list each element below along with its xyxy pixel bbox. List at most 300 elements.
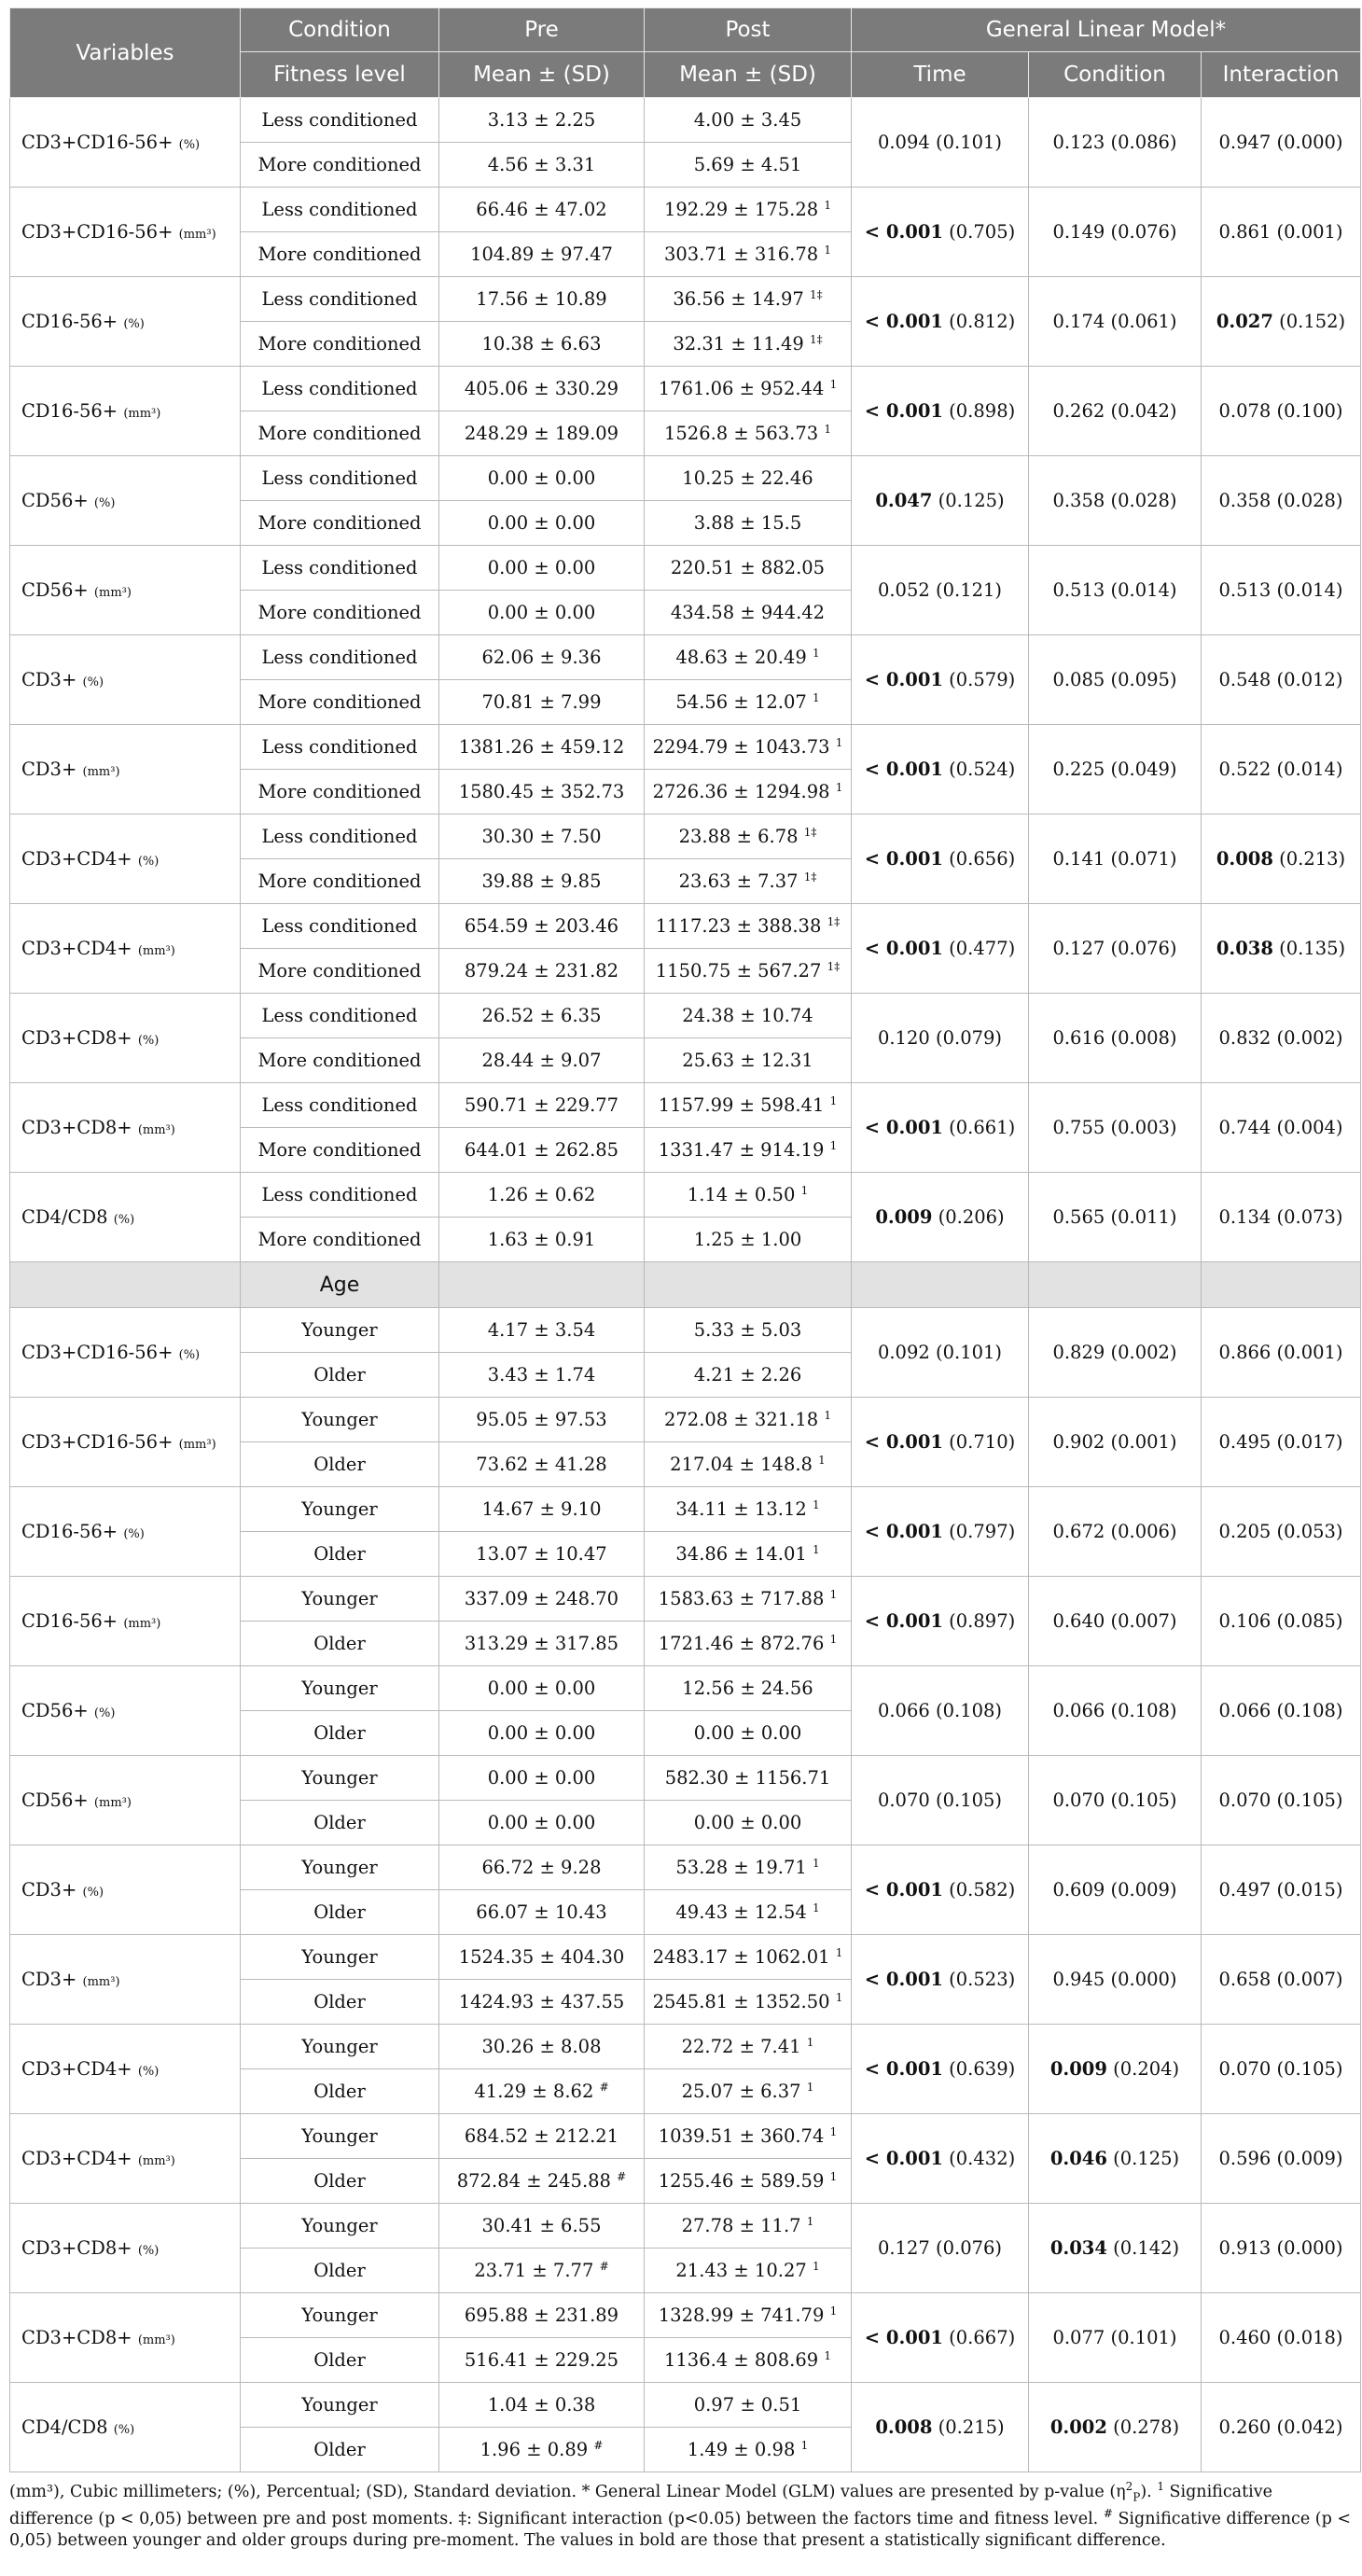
post-value: 1157.99 ± 598.41 $^1$ (645, 1083, 852, 1128)
post-value-mark: 1‡ (803, 870, 817, 884)
pre-value: 1381.26 ± 459.12 (439, 725, 645, 770)
variable-unit: (%) (82, 1886, 104, 1900)
variable-name: CD3+ (%) (10, 1845, 241, 1935)
glm-interaction: 0.947 (0.000) (1202, 98, 1361, 188)
variable-name: CD3+CD16-56+ (%) (10, 1308, 241, 1398)
variable-unit: (%) (93, 496, 116, 510)
post-value-mark: 1 (829, 1139, 838, 1152)
variable-name: CD16-56+ (%) (10, 1487, 241, 1577)
age-label: Age (241, 1262, 439, 1308)
pre-value: 1.63 ± 0.91 (439, 1218, 645, 1262)
post-value: 10.25 ± 22.46 (645, 456, 852, 501)
glm-time: < 0.001 (0.477) (852, 904, 1029, 994)
pre-value: 684.52 ± 212.21 (439, 2114, 645, 2159)
group-label: More conditioned (241, 1038, 439, 1083)
group-label: Less conditioned (241, 546, 439, 591)
post-value: 217.04 ± 148.8 $^1$ (645, 1442, 852, 1487)
variable-name: CD3+CD16-56+ (%) (10, 98, 241, 188)
post-value: 582.30 ± 1156.71 (645, 1756, 852, 1801)
variable-name: CD56+ (%) (10, 456, 241, 546)
header-glm-condition: Condition (1029, 52, 1202, 98)
post-value-mark: 1 (812, 691, 820, 704)
glm-interaction: 0.861 (0.001) (1202, 188, 1361, 277)
header-time: Time (852, 52, 1029, 98)
pre-value: 73.62 ± 41.28 (439, 1442, 645, 1487)
variable-name: CD4/CD8 (%) (10, 1173, 241, 1262)
glm-interaction: 0.497 (0.015) (1202, 1845, 1361, 1935)
table-row (10, 1398, 1361, 1442)
post-value-mark: 1‡ (827, 960, 841, 973)
post-value-mark: 1 (835, 1946, 843, 1959)
glm-time: 0.070 (0.105) (852, 1756, 1029, 1845)
glm-condition: 0.358 (0.028) (1029, 456, 1202, 546)
header-interaction: Interaction (1202, 52, 1361, 98)
group-label: Older (241, 1801, 439, 1845)
glm-time: < 0.001 (0.797) (852, 1487, 1029, 1577)
pre-value: 248.29 ± 189.09 (439, 411, 645, 456)
variable-unit: (mm³) (93, 586, 132, 600)
pre-value: 1.96 ± 0.89 # (439, 2428, 645, 2472)
group-label: Younger (241, 1756, 439, 1801)
post-value-mark: 1 (829, 2170, 838, 2183)
glm-time: < 0.001 (0.432) (852, 2114, 1029, 2204)
variable-name: CD3+CD8+ (%) (10, 994, 241, 1083)
glm-time: 0.127 (0.076) (852, 2204, 1029, 2293)
table-row (10, 1083, 1361, 1128)
glm-condition: 0.077 (0.101) (1029, 2293, 1202, 2383)
pre-value: 0.00 ± 0.00 (439, 1711, 645, 1756)
glm-interaction: 0.866 (0.001) (1202, 1308, 1361, 1398)
group-label: Younger (241, 2025, 439, 2069)
post-value-mark: 1‡ (803, 826, 817, 839)
group-label: More conditioned (241, 501, 439, 546)
variable-unit: (%) (178, 138, 201, 152)
post-value-mark: 1 (824, 2349, 832, 2362)
post-value: 25.63 ± 12.31 (645, 1038, 852, 1083)
group-label: Younger (241, 2383, 439, 2428)
post-value: 1761.06 ± 952.44 $^1$ (645, 367, 852, 411)
glm-interaction: 0.070 (0.105) (1202, 2025, 1361, 2114)
variable-name: CD56+ (%) (10, 1666, 241, 1756)
post-value: 2726.36 ± 1294.98 $^1$ (645, 770, 852, 815)
glm-condition: 0.902 (0.001) (1029, 1398, 1202, 1487)
table-row (10, 2383, 1361, 2428)
glm-condition: 0.640 (0.007) (1029, 1577, 1202, 1666)
pre-value: 13.07 ± 10.47 (439, 1532, 645, 1577)
glm-interaction: 0.134 (0.073) (1202, 1173, 1361, 1262)
group-label: Younger (241, 1308, 439, 1353)
glm-condition: 0.034 (0.142) (1029, 2204, 1202, 2293)
post-value: 272.08 ± 321.18 $^1$ (645, 1398, 852, 1442)
post-value: 1721.46 ± 872.76 $^1$ (645, 1622, 852, 1666)
variable-name: CD3+ (%) (10, 635, 241, 725)
glm-condition: 0.225 (0.049) (1029, 725, 1202, 815)
group-label: Less conditioned (241, 635, 439, 680)
table-row (10, 1487, 1361, 1532)
table-row (10, 1577, 1361, 1622)
glm-condition: 0.046 (0.125) (1029, 2114, 1202, 2204)
group-label: Younger (241, 1666, 439, 1711)
pre-value: 0.00 ± 0.00 (439, 1756, 645, 1801)
variable-unit: (mm³) (82, 765, 120, 779)
age-divider-row (10, 1262, 1361, 1308)
pre-value: 26.52 ± 6.35 (439, 994, 645, 1038)
pre-value: 405.06 ± 330.29 (439, 367, 645, 411)
table-row (10, 2114, 1361, 2159)
variable-unit: (%) (137, 1034, 160, 1048)
glm-time: 0.120 (0.079) (852, 994, 1029, 1083)
glm-condition: 0.070 (0.105) (1029, 1756, 1202, 1845)
variable-unit: (%) (137, 855, 160, 869)
post-value: 54.56 ± 12.07 $^1$ (645, 680, 852, 725)
pre-value: 14.67 ± 9.10 (439, 1487, 645, 1532)
glm-time: < 0.001 (0.897) (852, 1577, 1029, 1666)
table-row (10, 1666, 1361, 1711)
post-value-mark: 1‡ (809, 333, 823, 346)
variable-name: CD3+CD4+ (%) (10, 815, 241, 904)
glm-time: < 0.001 (0.710) (852, 1398, 1029, 1487)
variable-unit: (%) (178, 1348, 201, 1362)
pre-value: 0.00 ± 0.00 (439, 1801, 645, 1845)
header-post: Post (645, 8, 852, 52)
glm-condition: 0.085 (0.095) (1029, 635, 1202, 725)
pre-value: 644.01 ± 262.85 (439, 1128, 645, 1173)
glm-time: 0.092 (0.101) (852, 1308, 1029, 1398)
post-value: 5.33 ± 5.03 (645, 1308, 852, 1353)
table-row (10, 635, 1361, 680)
pre-value: 10.38 ± 6.63 (439, 322, 645, 367)
post-value-mark: 1‡ (809, 288, 823, 301)
glm-condition: 0.174 (0.061) (1029, 277, 1202, 367)
pre-value: 70.81 ± 7.99 (439, 680, 645, 725)
post-value-mark: 1 (800, 2439, 809, 2452)
group-label: More conditioned (241, 1218, 439, 1262)
variable-name: CD3+CD8+ (mm³) (10, 2293, 241, 2383)
glm-interaction: 0.522 (0.014) (1202, 725, 1361, 815)
pre-value: 39.88 ± 9.85 (439, 859, 645, 904)
group-label: Younger (241, 2293, 439, 2338)
pre-value: 4.56 ± 3.31 (439, 143, 645, 188)
glm-interaction: 0.070 (0.105) (1202, 1756, 1361, 1845)
group-label: Less conditioned (241, 367, 439, 411)
post-value-mark: 1 (812, 1901, 820, 1915)
post-value: 1150.75 ± 567.27 $^{1\ddagger}$ (645, 949, 852, 994)
post-value-mark: 1 (806, 2036, 814, 2049)
glm-time: < 0.001 (0.667) (852, 2293, 1029, 2383)
glm-condition: 0.009 (0.204) (1029, 2025, 1202, 2114)
variable-name: CD3+ (mm³) (10, 1935, 241, 2025)
group-label: Older (241, 2069, 439, 2114)
group-label: More conditioned (241, 232, 439, 277)
group-label: Less conditioned (241, 815, 439, 859)
post-value: 21.43 ± 10.27 $^1$ (645, 2249, 852, 2293)
post-value-mark: 1 (812, 2260, 820, 2273)
header-mean-sd-post: Mean ± (SD) (645, 52, 852, 98)
group-label: Less conditioned (241, 1173, 439, 1218)
pre-value: 1.26 ± 0.62 (439, 1173, 645, 1218)
table-row (10, 456, 1361, 501)
glm-interaction: 0.495 (0.017) (1202, 1398, 1361, 1487)
post-value: 32.31 ± 11.49 $^{1\ddagger}$ (645, 322, 852, 367)
variable-unit: (%) (137, 2065, 160, 2079)
post-value: 434.58 ± 944.42 (645, 591, 852, 635)
glm-condition: 0.616 (0.008) (1029, 994, 1202, 1083)
post-value: 2294.79 ± 1043.73 $^1$ (645, 725, 852, 770)
post-value: 48.63 ± 20.49 $^1$ (645, 635, 852, 680)
table-row (10, 994, 1361, 1038)
glm-condition: 0.149 (0.076) (1029, 188, 1202, 277)
variable-unit: (mm³) (178, 1438, 216, 1452)
post-value: 4.00 ± 3.45 (645, 98, 852, 143)
variable-name: CD16-56+ (mm³) (10, 367, 241, 456)
glm-condition: 0.127 (0.076) (1029, 904, 1202, 994)
post-value: 12.56 ± 24.56 (645, 1666, 852, 1711)
post-value: 22.72 ± 7.41 $^1$ (645, 2025, 852, 2069)
post-value: 53.28 ± 19.71 $^1$ (645, 1845, 852, 1890)
variable-name: CD3+CD4+ (%) (10, 2025, 241, 2114)
glm-time: < 0.001 (0.705) (852, 188, 1029, 277)
glm-condition: 0.565 (0.011) (1029, 1173, 1202, 1262)
pre-value: 516.41 ± 229.25 (439, 2338, 645, 2383)
post-value-mark: 1 (829, 1633, 838, 1646)
post-value: 220.51 ± 882.05 (645, 546, 852, 591)
table-row (10, 188, 1361, 232)
variable-name: CD4/CD8 (%) (10, 2383, 241, 2472)
table-row (10, 1935, 1361, 1980)
header-variables: Variables (10, 8, 241, 98)
group-label: Less conditioned (241, 725, 439, 770)
post-value-mark: 1 (806, 2215, 814, 2228)
variable-unit: (mm³) (123, 1617, 161, 1631)
pre-value: 1524.35 ± 404.30 (439, 1935, 645, 1980)
results-table (9, 7, 1361, 2472)
variable-unit: (%) (93, 1706, 116, 1720)
variable-unit: (mm³) (82, 1975, 120, 1989)
group-label: Less conditioned (241, 904, 439, 949)
post-value: 2483.17 ± 1062.01 $^1$ (645, 1935, 852, 1980)
table-row (10, 277, 1361, 322)
post-value-mark: 1 (835, 736, 843, 749)
glm-time: < 0.001 (0.656) (852, 815, 1029, 904)
post-value-mark: 1 (818, 1454, 826, 1467)
pre-value: 104.89 ± 97.47 (439, 232, 645, 277)
pre-value: 0.00 ± 0.00 (439, 456, 645, 501)
post-value: 34.86 ± 14.01 $^1$ (645, 1532, 852, 1577)
group-label: Less conditioned (241, 994, 439, 1038)
group-label: More conditioned (241, 680, 439, 725)
post-value-mark: 1 (812, 1857, 820, 1870)
post-value: 1.49 ± 0.98 $^1$ (645, 2428, 852, 2472)
glm-interaction: 0.832 (0.002) (1202, 994, 1361, 1083)
glm-interaction: 0.027 (0.152) (1202, 277, 1361, 367)
header-pre: Pre (439, 8, 645, 52)
group-label: Less conditioned (241, 1083, 439, 1128)
group-label: Older (241, 1711, 439, 1756)
group-label: Younger (241, 1577, 439, 1622)
variable-unit: (%) (113, 2423, 135, 2437)
post-value: 1583.63 ± 717.88 $^1$ (645, 1577, 852, 1622)
post-value-mark: 1 (829, 2304, 838, 2318)
group-label: Older (241, 2338, 439, 2383)
pre-value: 1.04 ± 0.38 (439, 2383, 645, 2428)
glm-condition: 0.002 (0.278) (1029, 2383, 1202, 2472)
post-value: 36.56 ± 14.97 $^{1\ddagger}$ (645, 277, 852, 322)
variable-unit: (mm³) (123, 407, 161, 421)
glm-time: < 0.001 (0.661) (852, 1083, 1029, 1173)
pre-value: 30.26 ± 8.08 (439, 2025, 645, 2069)
glm-interaction: 0.078 (0.100) (1202, 367, 1361, 456)
post-value-mark: 1 (829, 2125, 838, 2138)
glm-interaction: 0.038 (0.135) (1202, 904, 1361, 994)
group-label: More conditioned (241, 1128, 439, 1173)
glm-interaction: 0.358 (0.028) (1202, 456, 1361, 546)
glm-interaction: 0.744 (0.004) (1202, 1083, 1361, 1173)
variable-unit: (mm³) (137, 2333, 175, 2347)
table-row (10, 1845, 1361, 1890)
variable-name: CD16-56+ (mm³) (10, 1577, 241, 1666)
pre-value: 3.13 ± 2.25 (439, 98, 645, 143)
group-label: More conditioned (241, 411, 439, 456)
post-value: 23.88 ± 6.78 $^{1\ddagger}$ (645, 815, 852, 859)
post-value: 192.29 ± 175.28 $^1$ (645, 188, 852, 232)
table-row (10, 367, 1361, 411)
glm-interaction: 0.548 (0.012) (1202, 635, 1361, 725)
post-value: 1331.47 ± 914.19 $^1$ (645, 1128, 852, 1173)
pre-value-mark: # (617, 2170, 627, 2183)
group-label: More conditioned (241, 322, 439, 367)
glm-interaction: 0.205 (0.053) (1202, 1487, 1361, 1577)
pre-value-mark: # (599, 2081, 609, 2094)
pre-value: 590.71 ± 229.77 (439, 1083, 645, 1128)
glm-interaction: 0.460 (0.018) (1202, 2293, 1361, 2383)
glm-interaction: 0.066 (0.108) (1202, 1666, 1361, 1756)
variable-unit: (%) (137, 2244, 160, 2258)
table-row (10, 1756, 1361, 1801)
post-value: 27.78 ± 11.7 $^1$ (645, 2204, 852, 2249)
post-value-mark: 1 (812, 1543, 820, 1556)
table-footnote (9, 2482, 1360, 2552)
post-value: 3.88 ± 15.5 (645, 501, 852, 546)
glm-interaction: 0.260 (0.042) (1202, 2383, 1361, 2472)
glm-condition: 0.123 (0.086) (1029, 98, 1202, 188)
variable-unit: (%) (123, 1527, 145, 1541)
variable-name: CD56+ (mm³) (10, 1756, 241, 1845)
group-label: Less conditioned (241, 456, 439, 501)
group-label: Older (241, 1532, 439, 1577)
post-value: 4.21 ± 2.26 (645, 1353, 852, 1398)
glm-time: < 0.001 (0.898) (852, 367, 1029, 456)
group-label: Less conditioned (241, 188, 439, 232)
post-value-mark: 1‡ (827, 915, 841, 928)
table-row (10, 1308, 1361, 1353)
pre-value: 28.44 ± 9.07 (439, 1038, 645, 1083)
glm-time: < 0.001 (0.582) (852, 1845, 1029, 1935)
post-value: 5.69 ± 4.51 (645, 143, 852, 188)
variable-unit: (mm³) (93, 1796, 132, 1810)
glm-condition: 0.829 (0.002) (1029, 1308, 1202, 1398)
fitness-section (10, 98, 1361, 1262)
variable-name: CD3+CD4+ (mm³) (10, 2114, 241, 2204)
table-row (10, 904, 1361, 949)
pre-value: 1580.45 ± 352.73 (439, 770, 645, 815)
table-row (10, 1173, 1361, 1218)
pre-value: 66.72 ± 9.28 (439, 1845, 645, 1890)
glm-time: < 0.001 (0.812) (852, 277, 1029, 367)
pre-value: 95.05 ± 97.53 (439, 1398, 645, 1442)
post-value: 1.14 ± 0.50 $^1$ (645, 1173, 852, 1218)
glm-time: < 0.001 (0.579) (852, 635, 1029, 725)
glm-condition: 0.609 (0.009) (1029, 1845, 1202, 1935)
pre-value: 0.00 ± 0.00 (439, 501, 645, 546)
post-value: 0.97 ± 0.51 (645, 2383, 852, 2428)
variable-name: CD3+CD8+ (mm³) (10, 1083, 241, 1173)
glm-condition: 0.262 (0.042) (1029, 367, 1202, 456)
glm-interaction: 0.596 (0.009) (1202, 2114, 1361, 2204)
glm-time: < 0.001 (0.524) (852, 725, 1029, 815)
group-label: Older (241, 1980, 439, 2025)
post-value: 23.63 ± 7.37 $^{1\ddagger}$ (645, 859, 852, 904)
post-value-mark: 1 (824, 199, 832, 212)
post-value-mark: 1 (829, 1094, 838, 1107)
pre-value: 41.29 ± 8.62 # (439, 2069, 645, 2114)
post-value-mark: 1 (829, 378, 838, 391)
pre-value: 17.56 ± 10.89 (439, 277, 645, 322)
variable-name: CD3+CD4+ (mm³) (10, 904, 241, 994)
post-value: 303.71 ± 316.78 $^1$ (645, 232, 852, 277)
glm-interaction: 0.513 (0.014) (1202, 546, 1361, 635)
post-value: 1117.23 ± 388.38 $^{1\ddagger}$ (645, 904, 852, 949)
glm-time: 0.009 (0.206) (852, 1173, 1029, 1262)
group-label: Less conditioned (241, 277, 439, 322)
glm-time: < 0.001 (0.523) (852, 1935, 1029, 2025)
glm-condition: 0.755 (0.003) (1029, 1083, 1202, 1173)
group-label: Older (241, 2159, 439, 2204)
glm-time: 0.052 (0.121) (852, 546, 1029, 635)
post-value: 49.43 ± 12.54 $^1$ (645, 1890, 852, 1935)
table-row (10, 2025, 1361, 2069)
glm-condition: 0.066 (0.108) (1029, 1666, 1202, 1756)
pre-value: 62.06 ± 9.36 (439, 635, 645, 680)
variable-unit: (mm³) (178, 228, 216, 242)
glm-condition: 0.945 (0.000) (1029, 1935, 1202, 2025)
pre-value: 0.00 ± 0.00 (439, 546, 645, 591)
pre-value: 4.17 ± 3.54 (439, 1308, 645, 1353)
post-value-mark: 1 (824, 244, 832, 257)
post-value: 1136.4 ± 808.69 $^1$ (645, 2338, 852, 2383)
table-row (10, 2293, 1361, 2338)
pre-value-mark: # (593, 2439, 604, 2452)
variable-unit: (mm³) (137, 1123, 175, 1137)
pre-value: 30.41 ± 6.55 (439, 2204, 645, 2249)
glm-condition: 0.672 (0.006) (1029, 1487, 1202, 1577)
glm-time: 0.066 (0.108) (852, 1666, 1029, 1756)
table-header (10, 8, 1361, 98)
post-value-mark: 1 (800, 1184, 809, 1197)
glm-interaction: 0.008 (0.213) (1202, 815, 1361, 904)
age-section-header (10, 1262, 1361, 1308)
glm-interaction: 0.913 (0.000) (1202, 2204, 1361, 2293)
group-label: More conditioned (241, 770, 439, 815)
table-container (9, 7, 1360, 2552)
pre-value: 66.46 ± 47.02 (439, 188, 645, 232)
post-value: 1039.51 ± 360.74 $^1$ (645, 2114, 852, 2159)
pre-value: 872.84 ± 245.88 # (439, 2159, 645, 2204)
header-mean-sd-pre: Mean ± (SD) (439, 52, 645, 98)
group-label: Younger (241, 1487, 439, 1532)
post-value: 34.11 ± 13.12 $^1$ (645, 1487, 852, 1532)
variable-name: CD3+ (mm³) (10, 725, 241, 815)
variable-name: CD3+CD16-56+ (mm³) (10, 1398, 241, 1487)
